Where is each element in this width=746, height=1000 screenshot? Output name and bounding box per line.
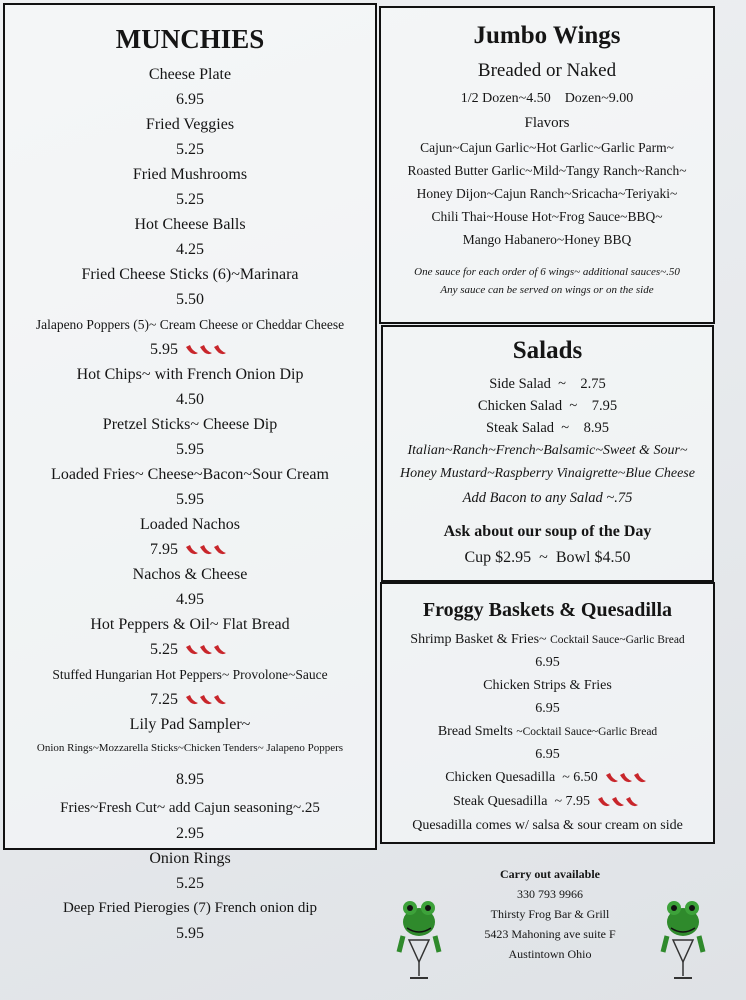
frog-icon [393,892,445,982]
salads-bacon: Add Bacon to any Salad ~.75 [462,490,633,506]
wings-prices: 1/2 Dozen~4.50 Dozen~9.00 [460,91,634,106]
basket-item-name: Shrimp Basket & Fries~ [410,632,547,647]
munchie-price-value: 7.95 [150,541,178,558]
wings-flavor-list [381,136,713,251]
munchie-price-value: 2.95 [176,825,204,842]
munchie-price-value: 5.25 [176,875,204,892]
salads-title: Salads [512,337,583,364]
wing-flavor-line: Roasted Butter Garlic~Mild~Tangy Ranch~Ranch~ [407,163,687,178]
salad-item-name: Chicken Salad ~ [477,398,578,414]
salad-item-price: 2.75 [580,376,606,392]
quesadilla-item [382,766,713,790]
quesadilla-price: ~ 7.95 [554,794,591,809]
munchie-item-price [5,387,375,412]
basket-item-note: Cocktail Sauce~Garlic Bread [550,634,685,646]
frog-icon [657,892,709,982]
munchie-price-value: 4.95 [176,591,204,608]
contact-text [455,864,645,964]
hot-pepper-icon [184,343,230,357]
quesadilla-name: Steak Quesadilla [452,794,548,809]
munchie-item-price [5,587,375,612]
basket-item [382,720,713,743]
basket-item-price: 6.95 [535,701,560,716]
salad-item [383,417,712,439]
basket-item [382,628,713,651]
munchie-item-price [5,637,375,662]
munchie-item-name: Hot Chips~ with French Onion Dip [76,366,304,383]
munchie-item-name: Nachos & Cheese [132,566,248,583]
munchie-item-name: Fried Veggies [145,116,235,133]
wing-flavor-line: Honey Dijon~Cajun Ranch~Sricacha~Teriyaki~ [416,186,678,201]
munchie-item-price [5,137,375,162]
munchie-price-value: 8.95 [176,771,204,788]
munchie-item-price [5,537,375,562]
contact-city: Austintown Ohio [508,947,592,961]
munchie-item-name: Fried Cheese Sticks (6)~Marinara [81,266,299,283]
basket-item [382,674,713,697]
wing-flavor-line: Chili Thai~House Hot~Frog Sauce~BBQ~ [431,209,663,224]
wings-subtitle: Breaded or Naked [477,60,617,81]
wings-notes [381,263,713,299]
munchie-price-value: 5.95 [176,491,204,508]
munchie-price-value: 5.95 [176,441,204,458]
salad-item [383,395,712,417]
munchie-item-price [5,437,375,462]
salad-item-price: 7.95 [591,398,618,414]
munchie-item-name: Lily Pad Sampler~ [129,716,251,733]
baskets-section [380,582,715,844]
hot-pepper-icon [604,771,650,785]
munchie-item-price [5,337,375,362]
contact-address: 5423 Mahoning ave suite F [484,927,616,941]
munchie-item-price [5,767,375,792]
basket-item-note: ~Cocktail Sauce~Garlic Bread [516,726,658,738]
carry-out-heading: Carry out available [500,867,600,881]
munchie-price-value: 5.50 [176,291,204,308]
munchie-price-value: 5.25 [176,191,204,208]
munchie-item-name: Fries~Fresh Cut~ add Cajun seasoning~.25 [60,800,320,816]
basket-item-price: 6.95 [535,747,560,762]
munchie-item-price [5,921,375,946]
hot-pepper-icon [184,693,230,707]
spacer [5,759,375,767]
munchie-price-value: 5.95 [176,925,204,942]
basket-item-price: 6.95 [535,655,560,670]
munchie-price-value: 4.25 [176,241,204,258]
soup-heading: Ask about our soup of the Day [443,523,652,540]
munchie-item-name: Onion Rings [149,850,231,867]
munchie-item-name: Cheese Plate [148,66,232,83]
munchie-item-price [5,487,375,512]
munchie-item-name: Hot Peppers & Oil~ Flat Bread [90,616,290,633]
munchie-item-price [5,187,375,212]
soup-prices: Cup $2.95 ~ Bowl $4.50 [464,549,631,566]
wing-note: Any sauce can be served on wings or on the side [440,284,654,296]
munchie-item-sub: Onion Rings~Mozzarella Sticks~Chicken Tenders~ Jalapeno Poppers [36,742,344,754]
munchie-price-value: 6.95 [176,91,204,108]
contact-section [385,852,715,982]
munchie-price-value: 4.50 [176,391,204,408]
munchie-item-price [5,287,375,312]
munchie-price-value: 5.95 [150,341,178,358]
wings-flavors-heading: Flavors [524,115,570,131]
wing-note: One sauce for each order of 6 wings~ additional sauces~.50 [414,266,680,278]
quesadilla-list [382,766,713,814]
hot-pepper-icon [184,543,230,557]
munchie-item-name: Deep Fried Pierogies (7) French onion dip [62,900,318,916]
munchie-item-price [5,871,375,896]
baskets-footer: Quesadilla comes w/ salsa & sour cream on side [412,818,683,833]
munchies-title: MUNCHIES [115,24,265,54]
salad-dressing-line: Italian~Ranch~French~Balsamic~Sweet & Sour~ [407,443,688,458]
wings-title: Jumbo Wings [473,22,621,49]
munchies-section [3,3,377,942]
munchie-item-name: Pretzel Sticks~ Cheese Dip [102,416,278,433]
contact-name: Thirsty Frog Bar & Grill [490,907,610,921]
quesadilla-item [382,790,713,814]
quesadilla-price: ~ 6.50 [562,770,598,785]
salad-item [383,373,712,395]
salads-section [381,325,714,582]
munchie-item-name: Loaded Nachos [140,516,240,533]
munchie-item-name: Hot Cheese Balls [134,216,246,233]
basket-item-name: Bread Smelts [437,724,513,739]
salad-item-price: 8.95 [583,420,610,436]
munchie-item-price [5,87,375,112]
munchie-item-name: Jalapeno Poppers (5)~ Cream Cheese or Cheddar Cheese [35,317,345,332]
munchie-price-value: 5.25 [150,641,178,658]
salads-list [383,373,712,439]
munchies-list [5,62,375,946]
munchie-item-price [5,821,375,846]
wings-section [379,6,715,324]
contact-phone: 330 793 9966 [517,887,583,901]
hot-pepper-icon [184,643,230,657]
salad-item-name: Side Salad ~ [489,376,566,392]
munchie-item-name: Loaded Fries~ Cheese~Bacon~Sour Cream [51,466,329,483]
munchie-item-price [5,687,375,712]
baskets-title: Froggy Baskets & Quesadilla [422,599,673,621]
munchie-item-name: Fried Mushrooms [132,166,248,183]
munchie-price-value: 7.25 [150,691,178,708]
salads-dressings [383,439,712,485]
baskets-list [382,628,713,766]
basket-item-name: Chicken Strips & Fries [483,678,612,693]
hot-pepper-icon [596,795,642,809]
salad-item-name: Steak Salad ~ [485,420,570,436]
wing-flavor-line: Cajun~Cajun Garlic~Hot Garlic~Garlic Parm~ [420,140,674,155]
wing-flavor-line: Mango Habanero~Honey BBQ [462,232,632,247]
quesadilla-name: Chicken Quesadilla [445,770,556,785]
munchie-price-value: 5.25 [176,141,204,158]
salad-dressing-line: Honey Mustard~Raspberry Vinaigrette~Blue Cheese [400,466,695,481]
munchie-item-name: Stuffed Hungarian Hot Peppers~ Provolone~Sauce [52,667,328,682]
munchie-item-price [5,237,375,262]
